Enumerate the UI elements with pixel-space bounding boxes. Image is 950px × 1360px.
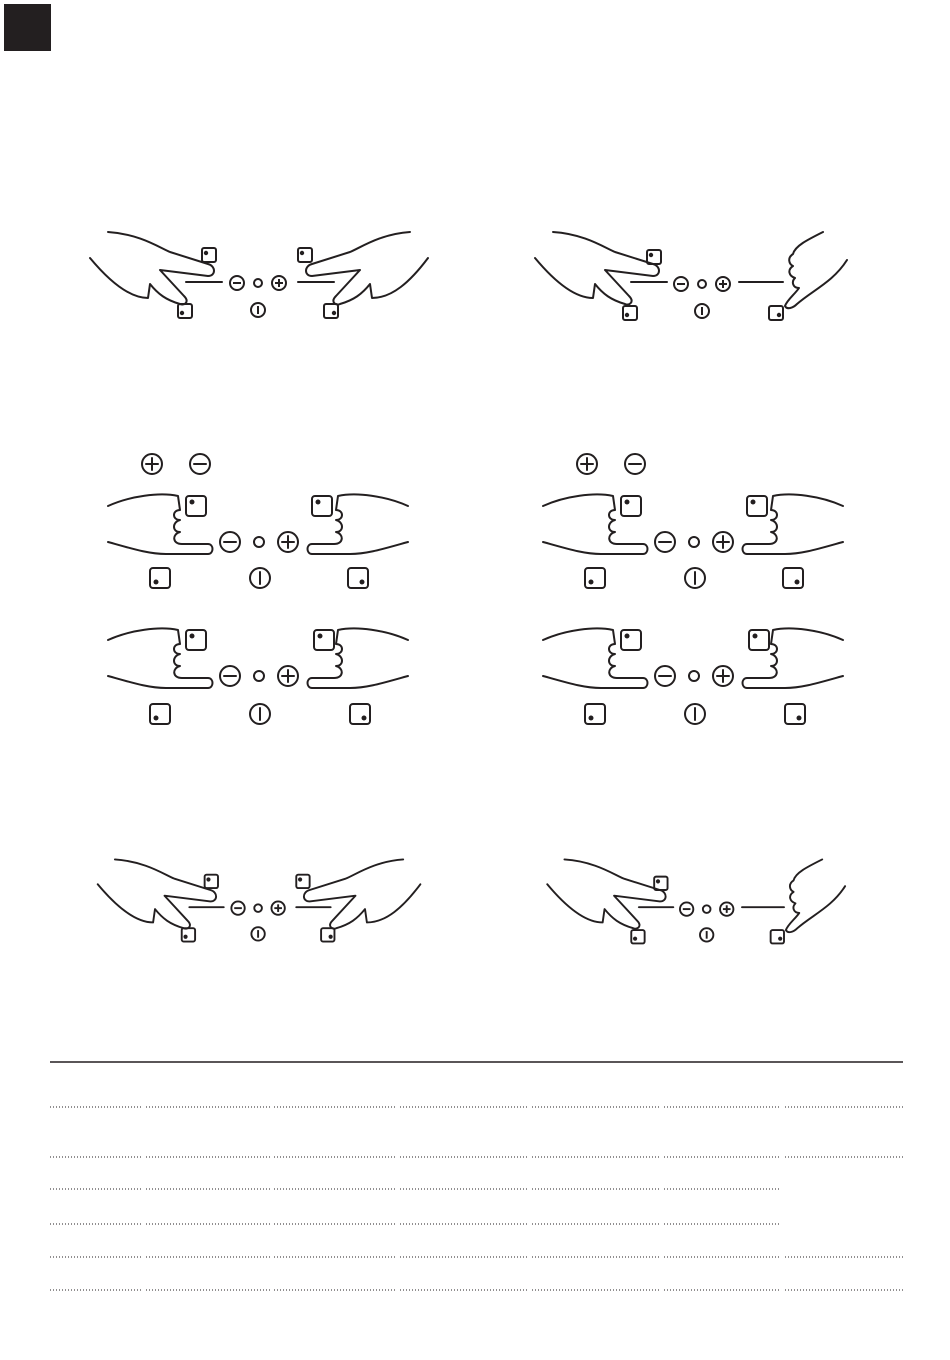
table-rows bbox=[50, 1107, 903, 1290]
